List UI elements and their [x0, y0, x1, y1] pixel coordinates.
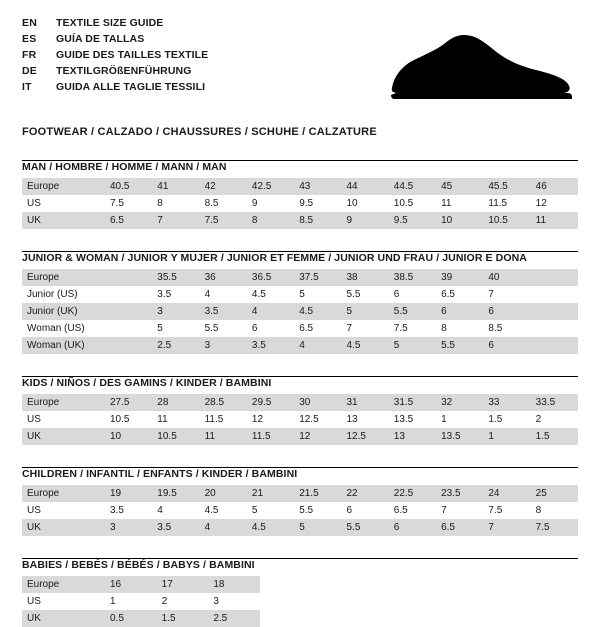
size-cell: 7.5: [200, 212, 247, 229]
size-cell: 4: [200, 519, 247, 536]
row-label: US: [22, 411, 105, 428]
row-label: US: [22, 502, 105, 519]
size-cell: 11: [200, 428, 247, 445]
size-cell: 8: [436, 320, 483, 337]
size-cell: 44.5: [389, 178, 436, 195]
size-cell: 7.5: [483, 502, 530, 519]
table-row: [22, 178, 578, 195]
row-label: UK: [22, 519, 105, 536]
table-row: [22, 195, 578, 212]
row-label: Woman (UK): [22, 337, 105, 354]
size-cell: 7.5: [105, 195, 152, 212]
size-cell: [531, 337, 578, 354]
size-table: [22, 485, 578, 536]
size-cell: 8: [531, 502, 578, 519]
size-cell: 22: [341, 485, 388, 502]
size-cell: 42: [200, 178, 247, 195]
row-label: UK: [22, 212, 105, 229]
size-cell: 6: [389, 519, 436, 536]
language-titles: [22, 16, 208, 96]
size-cell: 46: [531, 178, 578, 195]
size-cell: 11: [152, 411, 199, 428]
size-cell: 5: [294, 519, 341, 536]
table-row: [22, 303, 578, 320]
page-title: FOOTWEAR / CALZADO / CHAUSSURES / SCHUHE / CALZATURE: [22, 126, 377, 138]
size-cell: 5.5: [294, 502, 341, 519]
size-group: [22, 160, 578, 229]
size-cell: 4: [152, 502, 199, 519]
size-cell: 19: [105, 485, 152, 502]
size-cell: 28: [152, 394, 199, 411]
size-cell: 2.5: [152, 337, 199, 354]
size-cell: 38: [341, 269, 388, 286]
size-cell: 5.5: [389, 303, 436, 320]
size-cell: 44: [341, 178, 388, 195]
size-cell: 0.5: [105, 610, 157, 627]
size-cell: 6: [436, 303, 483, 320]
size-cell: 31: [341, 394, 388, 411]
size-cell: 4: [294, 337, 341, 354]
size-cell: 10.5: [105, 411, 152, 428]
size-cell: [105, 303, 152, 320]
size-cell: [105, 269, 152, 286]
size-cell: 8: [247, 212, 294, 229]
size-cell: 7.5: [389, 320, 436, 337]
size-cell: 40: [483, 269, 530, 286]
size-cell: 29.5: [247, 394, 294, 411]
size-cell: 45: [436, 178, 483, 195]
table-row: [22, 519, 578, 536]
size-cell: 10: [436, 212, 483, 229]
size-cell: 12: [531, 195, 578, 212]
size-group-title: CHILDREN / INFANTIL / ENFANTS / KINDER / BAMBINI: [22, 468, 298, 480]
size-cell: 5.5: [436, 337, 483, 354]
size-cell: 7: [436, 502, 483, 519]
size-cell: 21: [247, 485, 294, 502]
size-cell: 4: [200, 286, 247, 303]
size-cell: 2: [157, 593, 209, 610]
size-cell: 10.5: [152, 428, 199, 445]
size-cell: 37.5: [294, 269, 341, 286]
size-cell: 3: [105, 519, 152, 536]
size-group-title: KIDS / NIÑOS / DES GAMINS / KINDER / BAMBINI: [22, 377, 272, 389]
language-code: EN: [22, 17, 37, 29]
size-cell: 31.5: [389, 394, 436, 411]
size-cell: 39: [436, 269, 483, 286]
size-cell: 20: [200, 485, 247, 502]
size-group: [22, 251, 578, 354]
size-cell: 6.5: [389, 502, 436, 519]
page-header: [22, 16, 578, 112]
size-cell: 10.5: [389, 195, 436, 212]
size-cell: [531, 320, 578, 337]
size-cell: 3: [152, 303, 199, 320]
row-label: Europe: [22, 576, 105, 593]
row-label: US: [22, 195, 105, 212]
size-cell: 45.5: [483, 178, 530, 195]
size-cell: 32: [436, 394, 483, 411]
size-cell: 6: [247, 320, 294, 337]
size-cell: 6.5: [105, 212, 152, 229]
size-cell: 11.5: [200, 411, 247, 428]
size-group-title: BABIES / BEBÉS / BÉBÉS / BABYS / BAMBINI: [22, 559, 255, 571]
row-label: US: [22, 593, 105, 610]
size-cell: 33.5: [531, 394, 578, 411]
size-cell: 6: [483, 337, 530, 354]
size-cell: 11: [531, 212, 578, 229]
language-row: [22, 80, 208, 96]
size-cell: 7: [483, 286, 530, 303]
size-cell: 42.5: [247, 178, 294, 195]
row-label: UK: [22, 610, 105, 627]
language-code: FR: [22, 48, 37, 61]
language-title: GUÍA DE TALLAS: [56, 32, 145, 45]
row-label: Europe: [22, 178, 105, 195]
size-cell: 10.5: [483, 212, 530, 229]
size-cell: 5.5: [341, 519, 388, 536]
size-cell: 13: [389, 428, 436, 445]
size-cell: 3: [208, 593, 260, 610]
size-cell: 7: [341, 320, 388, 337]
size-group: [22, 467, 578, 536]
table-row: [22, 576, 260, 593]
size-cell: 5: [294, 286, 341, 303]
size-cell: 23.5: [436, 485, 483, 502]
size-cell: 3: [200, 337, 247, 354]
language-row: [22, 16, 208, 32]
size-cell: 28.5: [200, 394, 247, 411]
language-title: GUIDA ALLE TAGLIE TESSILI: [56, 80, 206, 93]
size-table: [22, 576, 260, 627]
size-group-title: JUNIOR & WOMAN / JUNIOR Y MUJER / JUNIOR ET FEMME / JUNIOR UND FRAU / JUNIOR E DONA: [22, 252, 527, 264]
size-cell: 38.5: [389, 269, 436, 286]
size-cell: 3.5: [105, 502, 152, 519]
size-cell: 13: [341, 411, 388, 428]
size-cell: 35.5: [152, 269, 199, 286]
table-row: [22, 286, 578, 303]
size-cell: 40.5: [105, 178, 152, 195]
size-cell: 2.5: [208, 610, 260, 627]
language-code: ES: [22, 32, 37, 45]
size-cell: 1: [436, 411, 483, 428]
size-cell: 11.5: [247, 428, 294, 445]
size-cell: [105, 320, 152, 337]
size-cell: 13.5: [436, 428, 483, 445]
size-cell: 6.5: [436, 519, 483, 536]
table-row: [22, 502, 578, 519]
table-row: [22, 269, 578, 286]
size-tables: [22, 160, 578, 627]
size-cell: 12.5: [341, 428, 388, 445]
size-cell: 24: [483, 485, 530, 502]
size-cell: 27.5: [105, 394, 152, 411]
table-row: [22, 593, 260, 610]
size-cell: 1.5: [157, 610, 209, 627]
size-cell: 11.5: [483, 195, 530, 212]
size-cell: 4: [247, 303, 294, 320]
row-label: UK: [22, 428, 105, 445]
size-cell: 16: [105, 576, 157, 593]
size-cell: 3.5: [152, 286, 199, 303]
size-table: [22, 178, 578, 229]
size-cell: 3.5: [152, 519, 199, 536]
language-title: GUIDE DES TAILLES TEXTILE: [56, 48, 209, 61]
size-cell: 12: [294, 428, 341, 445]
size-cell: 8.5: [294, 212, 341, 229]
size-cell: 12.5: [294, 411, 341, 428]
size-cell: 1.5: [483, 411, 530, 428]
size-cell: 5: [152, 320, 199, 337]
size-group: [22, 376, 578, 445]
size-cell: 9: [341, 212, 388, 229]
size-cell: 36: [200, 269, 247, 286]
size-cell: 4.5: [294, 303, 341, 320]
size-cell: 1: [105, 593, 157, 610]
size-cell: 10: [105, 428, 152, 445]
size-cell: [531, 286, 578, 303]
row-label: Europe: [22, 485, 105, 502]
size-cell: 6: [389, 286, 436, 303]
size-cell: 3.5: [247, 337, 294, 354]
size-group-title: MAN / HOMBRE / HOMME / MANN / MAN: [22, 161, 227, 173]
size-cell: 41: [152, 178, 199, 195]
size-table: [22, 269, 578, 354]
size-cell: 4.5: [247, 286, 294, 303]
size-cell: [105, 337, 152, 354]
table-row: [22, 610, 260, 627]
size-cell: 3.5: [200, 303, 247, 320]
language-title: TEXTILE SIZE GUIDE: [56, 17, 164, 29]
size-cell: [105, 286, 152, 303]
size-cell: 9.5: [294, 195, 341, 212]
size-cell: 17: [157, 576, 209, 593]
size-cell: 5.5: [200, 320, 247, 337]
size-cell: 33: [483, 394, 530, 411]
size-cell: 8: [152, 195, 199, 212]
size-cell: 5.5: [341, 286, 388, 303]
table-row: [22, 212, 578, 229]
row-label: Junior (UK): [22, 303, 105, 320]
language-code: DE: [22, 64, 37, 77]
size-cell: 4.5: [341, 337, 388, 354]
size-cell: [531, 269, 578, 286]
size-cell: 6: [341, 502, 388, 519]
size-cell: 4.5: [247, 519, 294, 536]
size-cell: 6.5: [436, 286, 483, 303]
size-table: [22, 394, 578, 445]
size-cell: 4.5: [200, 502, 247, 519]
size-cell: 13.5: [389, 411, 436, 428]
size-cell: 18: [208, 576, 260, 593]
row-label: Europe: [22, 269, 105, 286]
size-cell: 21.5: [294, 485, 341, 502]
language-row: [22, 32, 208, 48]
row-label: Europe: [22, 394, 105, 411]
size-cell: 2: [531, 411, 578, 428]
size-cell: 8.5: [483, 320, 530, 337]
language-row: [22, 48, 208, 64]
size-cell: 19.5: [152, 485, 199, 502]
row-label: Junior (US): [22, 286, 105, 303]
size-cell: 7: [152, 212, 199, 229]
table-row: [22, 428, 578, 445]
size-cell: 25: [531, 485, 578, 502]
size-cell: 7: [483, 519, 530, 536]
size-cell: 12: [247, 411, 294, 428]
size-cell: 5: [247, 502, 294, 519]
size-cell: 6.5: [294, 320, 341, 337]
table-row: [22, 411, 578, 428]
size-cell: 43: [294, 178, 341, 195]
table-row: [22, 485, 578, 502]
table-row: [22, 394, 578, 411]
size-cell: 10: [341, 195, 388, 212]
size-cell: 6: [483, 303, 530, 320]
table-row: [22, 337, 578, 354]
size-cell: 9.5: [389, 212, 436, 229]
row-label: Woman (US): [22, 320, 105, 337]
size-cell: [531, 303, 578, 320]
size-cell: 1.5: [531, 428, 578, 445]
language-title: TEXTILGRÖßENFÜHRUNG: [56, 64, 192, 77]
size-cell: 36.5: [247, 269, 294, 286]
size-cell: 5: [389, 337, 436, 354]
size-cell: 8.5: [200, 195, 247, 212]
size-cell: 11: [436, 195, 483, 212]
size-cell: 9: [247, 195, 294, 212]
size-cell: 1: [483, 428, 530, 445]
size-group: [22, 558, 578, 627]
language-row: [22, 64, 208, 80]
language-code: IT: [22, 80, 32, 93]
size-cell: 30: [294, 394, 341, 411]
size-cell: 7.5: [531, 519, 578, 536]
table-row: [22, 320, 578, 337]
size-cell: 5: [341, 303, 388, 320]
size-cell: 22.5: [389, 485, 436, 502]
dress-shoe-icon: [384, 32, 574, 102]
